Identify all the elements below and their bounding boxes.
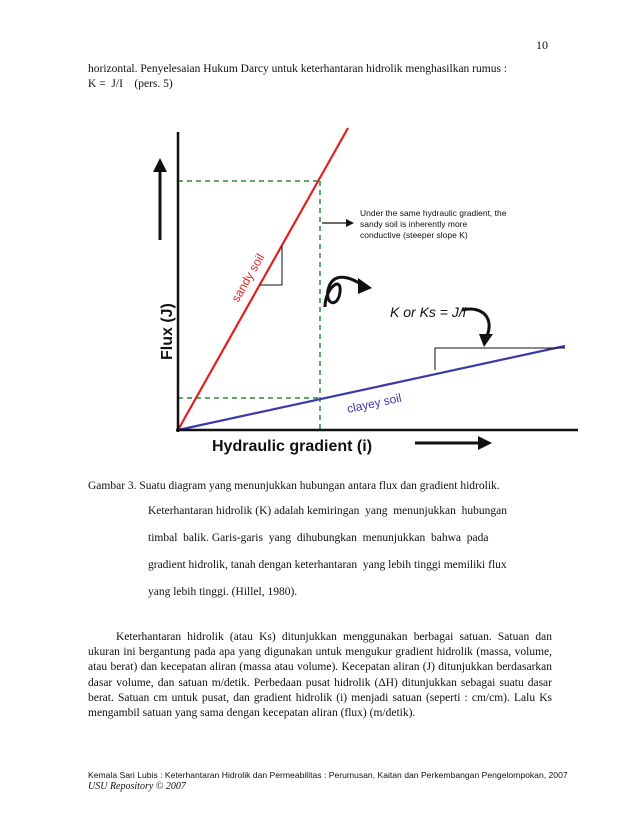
flux-gradient-diagram — [150, 120, 580, 460]
sandy-soil-label: sandy soil — [228, 251, 268, 305]
intro-text — [88, 62, 550, 92]
note-line-1: Under the same hydraulic gradient, the — [360, 208, 507, 218]
formula-arrow — [462, 309, 489, 338]
y-axis-label: Flux (J) — [159, 303, 176, 360]
intro-formula: K = J/I (pers. 5) — [88, 78, 173, 90]
body-paragraph-text: Keterhantaran hidrolik (atau Ks) ditunjukkan menggunakan berbagai satuan. Satuan dan ukuran ini bergantung pada apa yang digunakan untuk mengukur gradient hidrolik (massa, volume, atau berat) dan kecepatan aliran (massa atau volume). Kecepatan aliran (J) ditunjukkan berdasarkan dasar volume, dan satuan m/detik. Perbedaan pusat hidrolik (ΔH) ditunjukkan sebagai suatu dasar berat. Satuan cm untuk pusat, dan gradient hidrolik (i) menjadi satuan (seperti : cm/cm). Lalu Ks mengambil satuan yang sama dengan kecepatan aliran (flux) (m/detik). — [88, 631, 552, 720]
clayey-soil-line — [178, 346, 565, 430]
footer-citation: Kemala Sari Lubis : Keterhantaran Hidrolik dan Permeabilitas : Perumusan, Kaitan dan Perkembangan Pengelompokan, 2007 — [88, 770, 568, 780]
note-line-3: conductive (steeper slope K) — [360, 230, 468, 240]
caption-line-5: yang lebih tinggi. (Hillel, 1980). — [148, 586, 298, 598]
sandy-soil-line — [178, 128, 348, 430]
clayey-soil-label: clayey soil — [345, 390, 403, 416]
note-line-2: sandy soil is inherently more — [360, 219, 468, 229]
x-axis-label: Hydraulic gradient (i) — [212, 438, 373, 455]
caption-line-1: Gambar 3. Suatu diagram yang menunjukkan hubungan antara flux dan gradient hidrolik. — [88, 480, 500, 492]
note-arrow — [322, 219, 354, 227]
body-paragraph — [88, 630, 552, 721]
caption-line-3: timbal balik. Garis-garis yang dihubungkan menunjukkan bahwa pada — [148, 532, 489, 544]
page-footer — [88, 770, 568, 792]
formula-label: K or Ks = J/i — [390, 304, 466, 320]
page-number: 10 — [536, 38, 548, 52]
y-axis-arrow — [153, 158, 167, 240]
caption-line-2: Keterhantaran hidrolik (K) adalah kemiringan yang menunjukkan hubungan — [148, 505, 507, 517]
x-axis-arrow — [415, 436, 492, 450]
caption-line-4: gradient hidrolik, tanah dengan keterhantaran yang lebih tinggi memiliki flux — [148, 559, 507, 571]
intro-line-1: horizontal. Penyelesaian Hukum Darcy untuk keterhantaran hidrolik menghasilkan rumus : — [88, 63, 507, 75]
squiggle-arrow — [325, 277, 362, 307]
squiggle-arrow-head — [358, 278, 372, 294]
footer-repository: USU Repository © 2007 — [88, 781, 186, 792]
formula-arrow-head — [479, 334, 493, 347]
